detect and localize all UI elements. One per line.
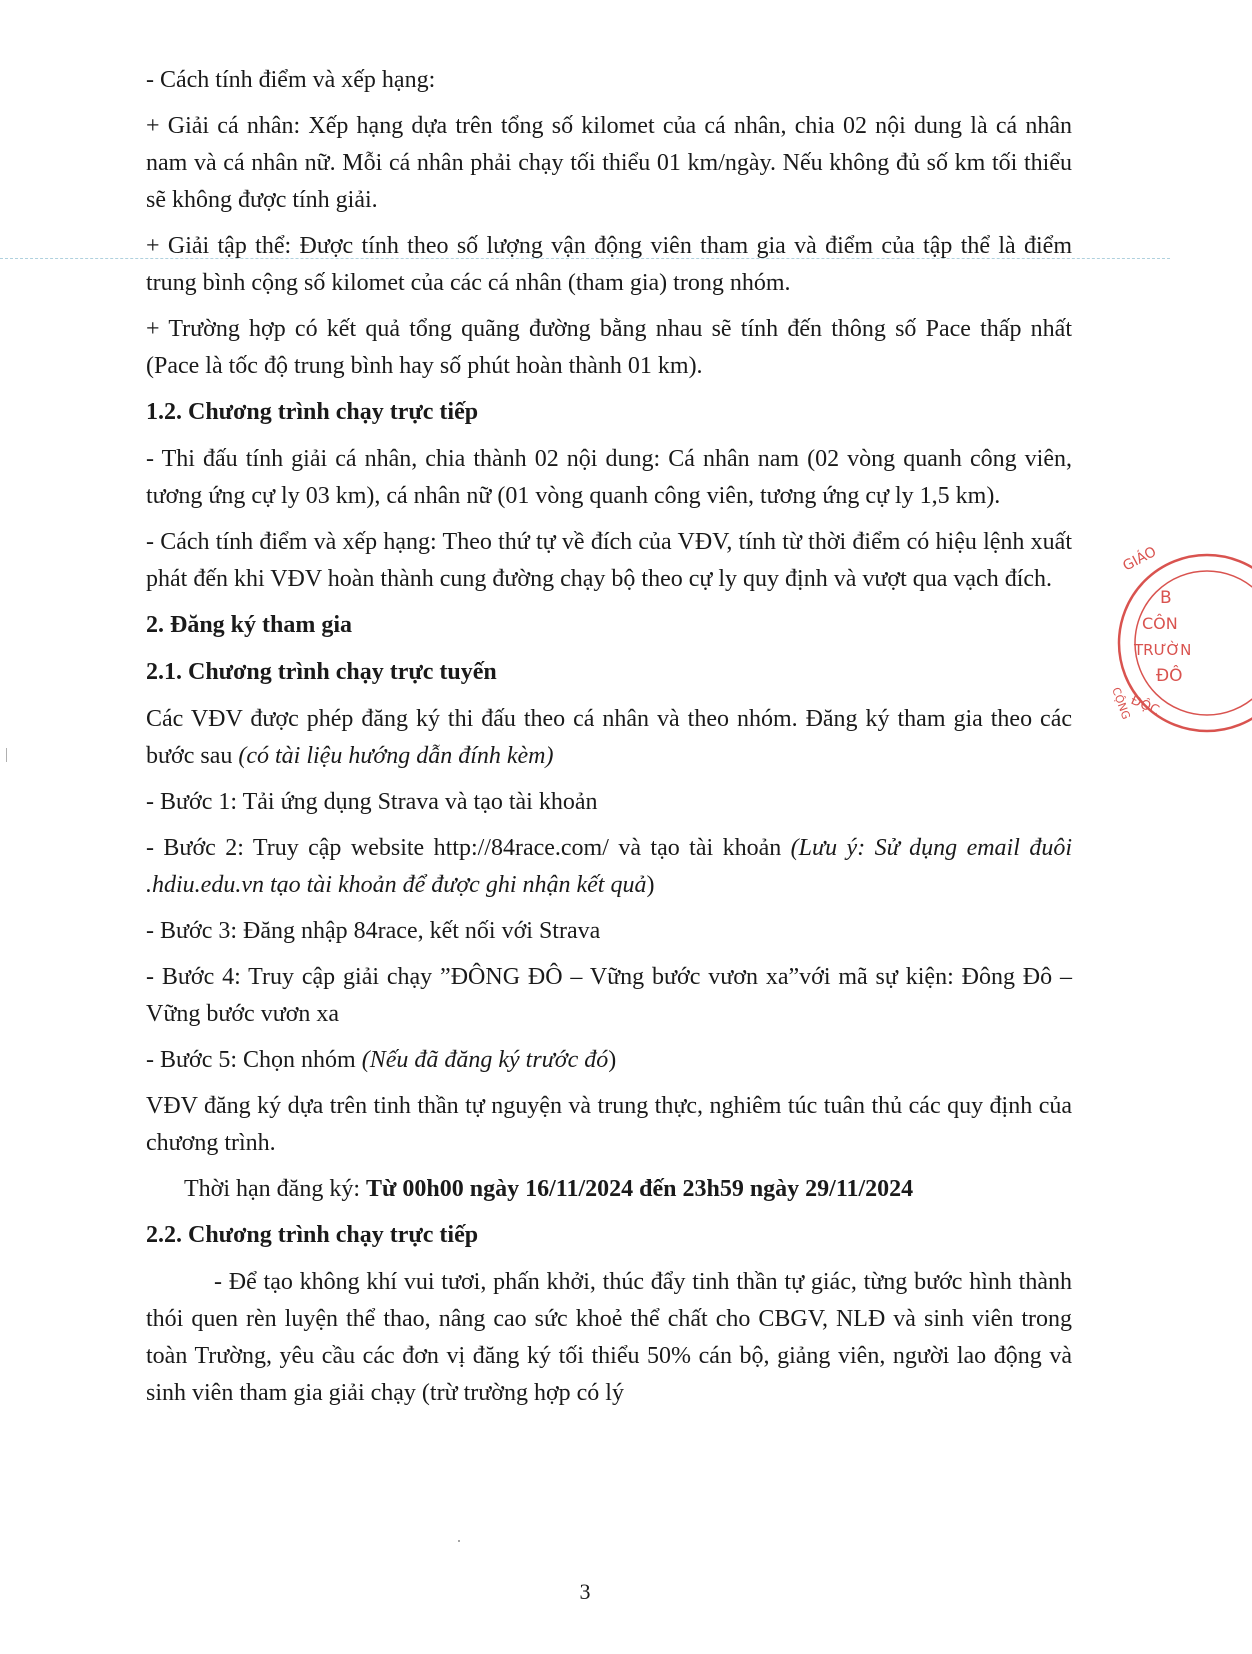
registration-intro-text: Các VĐV được phép đăng ký thi đấu theo cá nhân và theo nhóm. Đăng ký tham gia theo các bước sau bbox=[146, 706, 1072, 769]
registration-intro bbox=[146, 701, 1072, 775]
step-2-note: (Lưu ý: Sử dụng email đuôi .hdiu.edu.vn tạo tài khoản để được ghi nhận kết quả bbox=[146, 835, 1072, 898]
page-number: 3 bbox=[579, 1579, 591, 1604]
step-2 bbox=[146, 830, 1072, 904]
individual-award-paragraph: + Giải cá nhân: Xếp hạng dựa trên tổng số kilomet của cá nhân, chia 02 nội dung là cá nhân nam và cá nhân nữ. Mỗi cá nhân phải chạy tối thiểu 01 km/ngày. Nếu không đủ số km tối thiểu sẽ không được tính giải. bbox=[146, 113, 1072, 213]
deadline-label: Thời hạn đăng ký: bbox=[184, 1176, 366, 1202]
step-2-close: ) bbox=[646, 872, 655, 898]
live-content-paragraph: - Thi đấu tính giải cá nhân, chia thành 02 nội dung: Cá nhân nam (02 vòng quanh công viên, tương ứng cự ly 03 km), cá nhân nữ (01 vòng quanh công viên, tương ứng cự ly 1,5 km). bbox=[146, 446, 1072, 509]
team-award-paragraph: + Giải tập thể: Được tính theo số lượng vận động viên tham gia và điểm của tập thể là điểm trung bình cộng số kilomet của các cá nhân (tham gia) trong nhóm. bbox=[146, 233, 1072, 296]
deadline-line bbox=[146, 1171, 1072, 1208]
red-seal-stamp bbox=[1109, 543, 1252, 743]
registration-intro-note: (có tài liệu hướng dẫn đính kèm) bbox=[238, 743, 554, 769]
step-1: - Bước 1: Tải ứng dụng Strava và tạo tài khoản bbox=[146, 789, 598, 815]
tie-rule-paragraph: + Trường hợp có kết quả tổng quãng đường bằng nhau sẽ tính đến thông số Pace thấp nhất (Pace là tốc độ trung bình hay số phút hoàn thành 01 km). bbox=[146, 316, 1072, 379]
step-5-note: (Nếu đã đăng ký trước đó bbox=[361, 1047, 609, 1073]
document-body bbox=[146, 62, 1072, 1421]
step-3: - Bước 3: Đăng nhập 84race, kết nối với Strava bbox=[146, 918, 601, 944]
step-5-close: ) bbox=[608, 1047, 617, 1073]
live-registration-paragraph: - Để tạo không khí vui tươi, phấn khởi, thúc đẩy tinh thần tự giác, từng bước hình thành thói quen rèn luyện thể thao, nâng cao sức khoẻ thể chất cho CBGV, NLĐ và sinh viên trong toàn Trường, yêu cầu các đơn vị đăng ký tối thiểu 50% cán bộ, giảng viên, người lao động và sinh viên tham gia giải chạy (trừ trường hợp có lý bbox=[146, 1269, 1072, 1406]
scan-edge-mark bbox=[6, 748, 12, 762]
step-5-text: - Bước 5: Chọn nhóm bbox=[146, 1047, 362, 1073]
seal-top-text: GIÁO bbox=[1120, 543, 1160, 575]
live-scoring-paragraph: - Cách tính điểm và xếp hạng: Theo thứ tự về đích của VĐV, tính từ thời điểm có hiệu lệnh xuất phát đến khi VĐV hoàn thành cung đường chạy bộ theo cự ly quy định và vượt qua vạch đích. bbox=[146, 529, 1072, 592]
section-2-1-heading: 2.1. Chương trình chạy trực tuyến bbox=[146, 659, 497, 685]
seal-edge-text: CỘNG bbox=[1109, 685, 1133, 722]
section-2-2-heading: 2.2. Chương trình chạy trực tiếp bbox=[146, 1222, 479, 1248]
deadline-value: Từ 00h00 ngày 16/11/2024 đến 23h59 ngày 29/11/2024 bbox=[366, 1176, 914, 1202]
seal-line-1: B bbox=[1160, 588, 1172, 608]
seal-bottom-text: ĐỘC bbox=[1128, 692, 1162, 719]
step-2-text: - Bước 2: Truy cập website http://84race.com/ và tạo tài khoản bbox=[146, 835, 791, 861]
seal-line-2: CÔN bbox=[1142, 614, 1178, 633]
seal-line-4: ĐÔ bbox=[1156, 666, 1183, 686]
section-1-2-heading: 1.2. Chương trình chạy trực tiếp bbox=[146, 399, 479, 425]
section-2-heading: 2. Đăng ký tham gia bbox=[146, 612, 353, 638]
step-5 bbox=[146, 1042, 1072, 1079]
criteria-heading: - Cách tính điểm và xếp hạng: bbox=[146, 67, 436, 93]
commitment-paragraph: VĐV đăng ký dựa trên tinh thần tự nguyện và trung thực, nghiêm túc tuân thủ các quy định của chương trình. bbox=[146, 1093, 1072, 1156]
scan-dot-mark bbox=[458, 1540, 460, 1542]
seal-line-3: TRƯỜN bbox=[1134, 641, 1192, 659]
step-4: - Bước 4: Truy cập giải chạy ”ĐÔNG ĐÔ – Vững bước vươn xa”với mã sự kiện: Đông Đô – Vững bước vươn xa bbox=[146, 964, 1072, 1027]
